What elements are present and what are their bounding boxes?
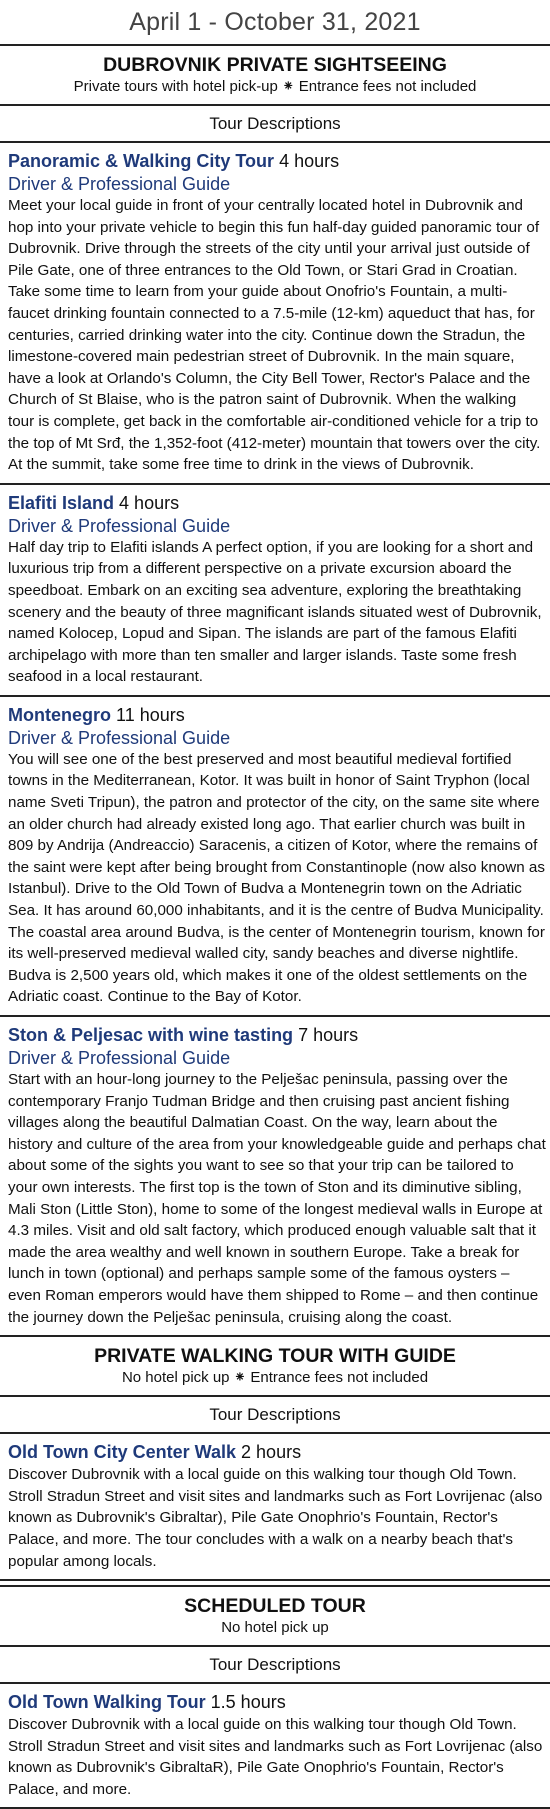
tour-title-line [8,704,546,727]
tour-name: Ston & Peljesac with wine tasting [8,1025,294,1045]
section-subtitle: Private tours with hotel pick-up ⁕ Entrance fees not included [73,78,477,95]
tour-descriptions-label: Tour Descriptions [0,106,550,143]
tour-description: Discover Dubrovnik with a local guide on this walking tour though Old Town. Stroll Stradun Street and visit sites and landmarks such as Fort Lovrijenac (also known as Dubrovnik's GibraltaR), Pile Gate Onophrio's Fountain, Rector's Palace, and more. [8,1716,543,1798]
section-header-scheduled [0,1585,550,1647]
tour-descriptions-label: Tour Descriptions [0,1647,550,1684]
tour-guide: Driver & Professional Guide [8,515,231,536]
tour-duration: 2 hours [241,1442,302,1463]
section-header-private-sightseeing [0,44,550,106]
tour-title-line [8,1691,546,1714]
tour-name: Old Town Walking Tour [8,1692,206,1713]
tour-duration: 4 hours [119,492,180,513]
section-title: PRIVATE WALKING TOUR WITH GUIDE [94,1345,456,1368]
tour-guide: Driver & Professional Guide [8,727,231,748]
section-title: DUBROVNIK PRIVATE SIGHTSEEING [103,54,447,76]
tour-guide: Driver & Professional Guide [8,1048,231,1068]
tour-name: Elafiti Island [8,492,115,513]
section-subtitle: No hotel pick up [221,1619,329,1637]
tour-description: Meet your local guide in front of your centrally located hotel in Dubrovnik and hop into your private vehicle to begin this fun half-day guided panoramic tour of Dubrovnik. Drive through the streets of the city until your arrival just outside of Pile Gate, one of three entrances to the Old Town, or Stari Grad in Croatian. Take some time to learn from your guide about Onofrio's Fountain, a multi-faucet drinking fountain connected to a 7.5-mile (12-km) aqueduct that has, for centuries, carried drinking water into the city. Continue down the Stradun, the limestone-covered main pedestrian street of Dubrovnik. In the main square, have a look at Orlando's Column, the City Bell Tower, Rector's Palace and the Church of St Blaise, who is the patron saint of Dubrovnik. When the walking tour is complete, get back in the comfortable air-conditioned vehicle for a trip to the top of Mt Srđ, the 1,352-foot (412-meter) mountain that towers over the city. At the summit, take some free time to drink in the views of Dubrovnik. [8,197,541,474]
tour-title-line [8,1024,546,1047]
tour-description: Start with an hour-long journey to the Pelješac peninsula, passing over the contemporary Franjo Tudman Bridge and then cruising past ancient fishing villages along the beautiful Dalmatian Coast. On the way, learn about the history and culture of the area from your knowledgeable guide and perhaps chat about some of the sights you want to see so that your trip can be tailored to your own interests. The first top is the town of Ston and its diminutive sibling, Mali Ston (Little Ston), home to some of the longest medieval walls in Europe at 4.3 miles. Visit and old salt factory, which produced enough valuable salt that it made the area wealthy and well known in southern Europe. Take a break for lunch in town (optional) and perhaps sample some of the famous oysters – even Roman emperors would have them shipped to Rome – and then continue the journey down the Pelješac peninsula, cruising along the coast. [8,1071,546,1326]
tour-montenegro [0,697,550,1017]
tour-name: Old Town City Center Walk [8,1442,237,1463]
tour-guide: Driver & Professional Guide [8,174,231,194]
tour-duration: 1.5 hours [210,1692,286,1713]
date-range-title: April 1 - October 31, 2021 [129,8,421,36]
tour-name: Montenegro [8,704,111,725]
tour-ston-peljesac [0,1017,550,1337]
section-subtitle: No hotel pick up ⁕ Entrance fees not included [121,1369,429,1387]
section-title: SCHEDULED TOUR [184,1595,366,1618]
tour-duration: 7 hours [298,1025,359,1045]
tour-duration: 4 hours [279,151,340,171]
tour-description: You will see one of the best preserved and most beautiful medieval fortified towns in the Mediterranean, Kotor. It was built in honor of Saint Tryphon (local name Sveti Tripun), the patron and protector of the city, on the same site where an older church had already existed long ago. That earlier church was built in 809 by Andrija (Andreaccio) Saracenis, a citizen of Kotor, where the remains of the saint were kept after being brought from Constantinople (now also known as Istanbul). Drive to the Old Town of Budva a Montenegrin town on the Adriatic Sea. It has around 60,000 inhabitants, and it is the centre of Budva Municipality. The coastal area around Budva, is the center of Montenegrin tourism, known for its well-preserved medieval walled city, sandy beaches and diverse nightlife. Budva is 2,500 years old, which makes it one of the oldest settlements on the Adriatic coast. Continue to the Bay of Kotor. [8,750,545,1006]
section-header-private-walking [0,1337,550,1397]
tour-description: Discover Dubrovnik with a local guide on this walking tour though Old Town. Stroll Stradun Street and visit sites and landmarks such as Fort Lovrijenac (also known as Dubrovnik's Gibraltar), Pile Gate Onophrio's Fountain, Rector's Palace, and more. The tour concludes with a walk on a nearby beach that's popular among locals. [8,1466,543,1570]
tour-title-line [8,492,546,515]
tour-elafiti-island [0,485,550,697]
tour-old-town-walking [0,1684,550,1809]
tour-descriptions-label: Tour Descriptions [0,1397,550,1434]
tour-title-line [8,1441,546,1464]
tour-description: Half day trip to Elafiti islands A perfect option, if you are looking for a short and luxurious trip from a different perspective on a private excursion aboard the speedboat. Embark on an exciting sea adventure, exploring the breathtaking scenery and the beauty of three magnificant islands situated west of Dubrovnik, named Kolocep, Lopud and Sipan. The islands are part of the famous Elafiti archipelago with more than ten smaller and larger islands. Taste some fresh seafood in a local restaurant. [8,538,542,686]
tour-title-line [8,150,546,173]
tour-panoramic-walking [0,143,550,485]
tour-duration: 11 hours [116,704,185,725]
tour-old-town-city-center-walk [0,1434,550,1581]
tour-name: Panoramic & Walking City Tour [8,151,275,171]
